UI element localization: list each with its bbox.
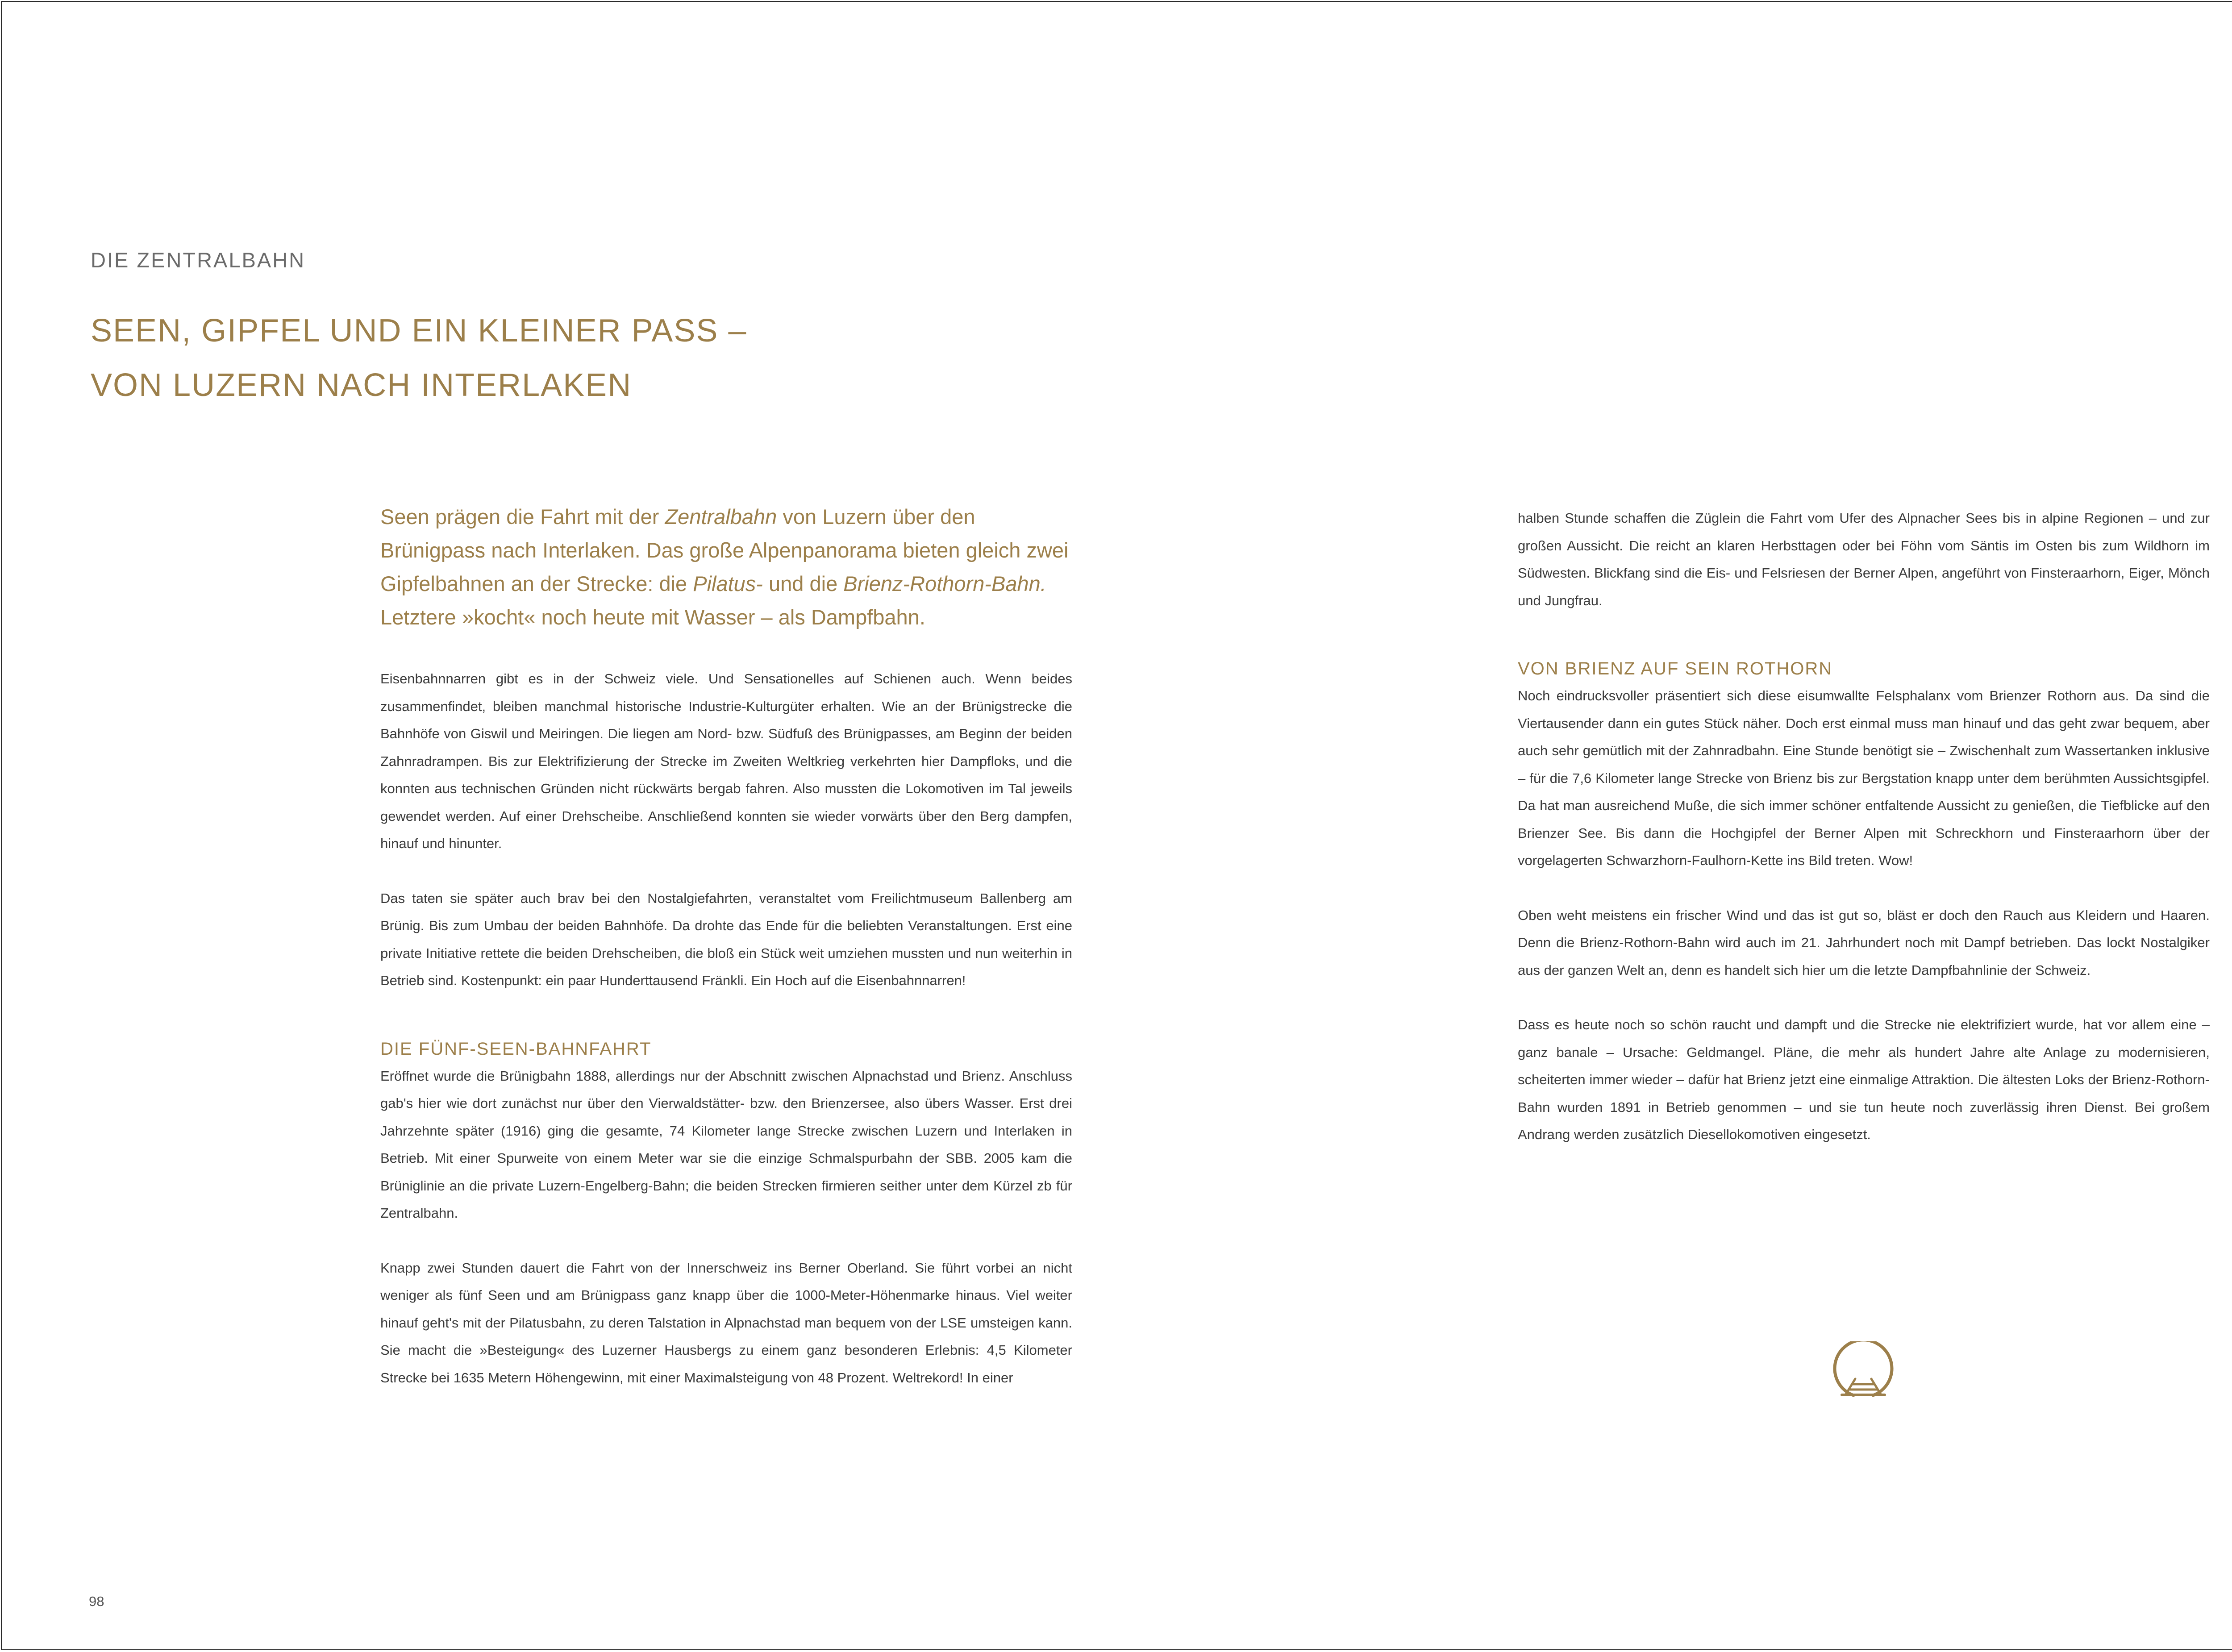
chapter-label: DIE ZENTRALBAHN bbox=[91, 248, 306, 272]
chapter-title-line1: SEEN, GIPFEL UND EIN KLEINER PASS – bbox=[91, 313, 747, 349]
body-paragraph: Eisenbahnnarren gibt es in der Schweiz viele. Und Sensationelles auf Schienen auch. Wenn beides zusammenfindet, bleiben manchmal historische Industrie-Kulturgüter erhalten. Wie an der Brünigstrecke die Bahnhöfe von Giswil und Meiringen. Die liegen am Nord- bzw. Südfuß des Brünigpasses, am Beginn der beiden Zahnradrampen. Bis zur Elektrifizierung der Strecke im Zweiten Weltkrieg verkehrten hier Dampfloks, und die konnten aus technischen Gründen nicht rückwärts bergab fahren. Also mussten die Lokomotiven im Tal jeweils gewendet werden. Auf einer Drehscheibe. Anschließend konnten sie wieder vorwärts über den Berg dampfen, hinauf und hinunter. bbox=[380, 671, 1072, 851]
body-paragraph: halben Stunde schaffen die Züglein die Fahrt vom Ufer des Alpnacher Sees bis in alpine Regionen – und zur großen Aussicht. Die reicht an klaren Herbsttagen oder bei Föhn vom Säntis im Osten bis zum Wildhorn im Südwesten. Blickfang sind die Eis- und Felsriesen der Berner Alpen, angeführt von Finsteraarhorn, Eiger, Mönch und Jungfrau. bbox=[1518, 510, 2210, 608]
chapter-title-line2: VON LUZERN NACH INTERLAKEN bbox=[91, 367, 632, 403]
lead-paragraph: Seen prägen die Fahrt mit der Zentralbahn von Luzern über den Brünigpass nach Interlaken. Das große Alpenpanorama bieten gleich zwei Gipfelbahnen an der Strecke: die Pilatus- und die Brienz-Rothorn-Bahn. Letztere »kocht« noch heute mit Wasser – als Dampfbahn. bbox=[380, 505, 1069, 629]
body-paragraph: Knapp zwei Stunden dauert die Fahrt von der Innerschweiz ins Berner Oberland. Sie führt vorbei an nicht weniger als fünf Seen und am Brünigpass ganz knapp über die 1000-Meter-Höhenmarke hinaus. Viel weiter hinauf geht's mit der Pilatusbahn, zu deren Talstation in Alpnachstad man bequem von der LSE umsteigen kann. Sie macht die »Besteigung« des Luzerner Hausbergs zu einem ganz besonderen Erlebnis: 4,5 Kilometer Strecke bei 1635 Metern Höhengewinn, mit einer Maximalsteigung von 48 Prozent. Weltrekord! In einer bbox=[380, 1260, 1072, 1386]
body-paragraph: Eröffnet wurde die Brünigbahn 1888, allerdings nur der Abschnitt zwischen Alpnachstad und Brienz. Anschluss gab's hier wie dort zunächst nur über den Vierwaldstätter- bzw. den Brienzersee, also übers Wasser. Erst drei Jahrzehnte später (1916) ging die gesamte, 74 Kilometer lange Strecke zwischen Luzern und Interlaken in Betrieb. Mit einer Spurweite von einem Meter war sie die einzige Schmalspurbahn der SBB. 2005 kam die Brüniglinie an die private Luzern-Engelberg-Bahn; die beiden Strecken firmieren seither unter dem Kürzel zb für Zentralbahn. bbox=[380, 1068, 1072, 1221]
body-paragraph: Noch eindrucksvoller präsentiert sich diese eisumwallte Felsphalanx vom Brienzer Rothorn aus. Da sind die Viertausender dann ein gutes Stück näher. Doch erst einmal muss man hinauf und das geht zwar bequem, aber auch sehr gemütlich mit der Zahnradbahn. Eine Stunde benötigt sie – Zwischenhalt zum Wassertanken inklusive – für die 7,6 Kilometer lange Strecke von Brienz bis zur Bergstation knapp unter dem berühmten Aussichtsgipfel. Da hat man ausreichend Muße, die sich immer schöner entfaltende Aussicht zu genießen, die Tiefblicke auf den Brienzer See. Bis dann die Hochgipfel der Berner Alpen mit Schreckhorn und Finsteraarhorn über der vorgelagerten Schwarzhorn-Faulhorn-Kette ins Bild treten. Wow! bbox=[1518, 688, 2210, 868]
page-number-left: 98 bbox=[89, 1594, 104, 1609]
left-column bbox=[380, 500, 1072, 1419]
body-paragraph: Dass es heute noch so schön raucht und dampft und die Strecke nie elektrifiziert wurde, hat vor allem eine – ganz banale – Ursache: Geldmangel. Pläne, die mehr als hundert Jahre alte Anlage zu modernisieren, scheiterten immer wieder – dafür hat Brienz jetzt eine einmalige Attraktion. Die ältesten Loks der Brienz-Rothorn-Bahn wurden 1891 in Betrieb genommen – und sie tun heute noch zuverlässig ihren Dienst. Bei großem Andrang werden zusätzlich Diesellokomotiven eingesetzt. bbox=[1518, 1017, 2210, 1142]
tunnel-track-icon bbox=[1832, 1341, 1895, 1398]
body-paragraph: Oben weht meistens ein frischer Wind und das ist gut so, bläst er doch den Rauch aus Kleidern und Haaren. Denn die Brienz-Rothorn-Bahn wird auch im 21. Jahrhundert noch mit Dampf betrieben. Das lockt Nostalgiker aus der ganzen Welt an, denn es handelt sich hier um die letzte Dampfbahnlinie der Schweiz. bbox=[1518, 907, 2210, 978]
chapter-title bbox=[91, 304, 747, 412]
body-paragraph: Das taten sie später auch brav bei den Nostalgiefahrten, veranstaltet vom Freilichtmuseum Ballenberg am Brünig. Bis zum Umbau der beiden Bahnhöfe. Da drohte das Ende für die beliebten Veranstaltungen. Erst eine private Initiative rettete die beiden Drehscheiben, die bloß ein Stück weit umziehen mussten und nun weiterhin in Betrieb sind. Kostenpunkt: ein paar Hunderttausend Fränkli. Ein Hoch auf die Eisenbahnnarren! bbox=[380, 890, 1072, 988]
section-heading: DIE FÜNF-SEEN-BAHNFAHRT bbox=[380, 1039, 652, 1059]
section-heading: VON BRIENZ AUF SEIN ROTHORN bbox=[1518, 659, 1833, 678]
right-column bbox=[1518, 504, 2210, 1176]
